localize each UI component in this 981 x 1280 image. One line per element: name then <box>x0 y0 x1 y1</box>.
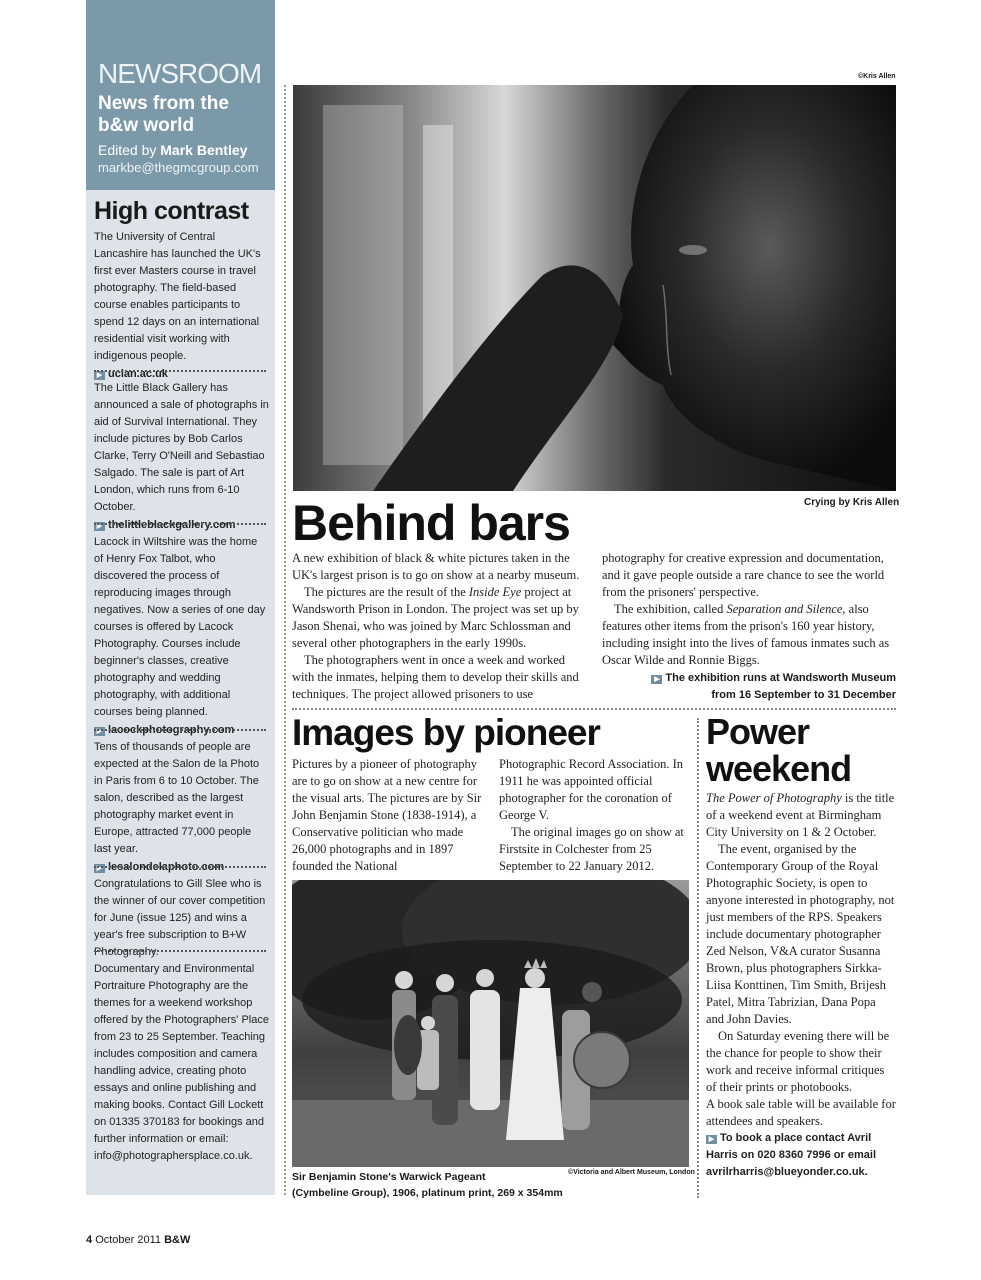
news-link[interactable]: ▶ lacockphotography.com <box>94 722 269 739</box>
paragraph: photography for creative expression and documentation, and it gave people outside a rare chance to see the world from the prisoners' perspective. <box>602 551 885 599</box>
pageant-photo <box>292 880 689 1167</box>
divider <box>292 708 896 710</box>
paragraph: A book sale table will be available for attendees and speakers. <box>706 1097 896 1128</box>
divider <box>94 523 266 525</box>
divider <box>94 370 266 372</box>
page-folio: 4 October 2011 B&W <box>86 1234 191 1246</box>
arrow-icon: ▶ <box>706 1135 717 1144</box>
divider <box>94 950 266 952</box>
section-kicker: NEWSROOM <box>98 58 262 89</box>
story-body-col1 <box>292 550 587 703</box>
arrow-icon: ▶ <box>94 864 105 873</box>
editor-email: markbe@thegmcgroup.com <box>98 160 259 175</box>
paragraph: The event, organised by the Contemporary Group of the Royal Photographic Society, is open to anyone interested in photography, not just members of the RPS. Speakers include documentary photographer Zed Nelson, V&A curator Susanna Brown, plus photographers Sirkka-Liisa Konttinen, Tim Smith, Brijesh Patel, Mitra Tabrizian, Dana Popa and John Davies. <box>706 842 895 1026</box>
photo-credit: ©Victoria and Albert Museum, London <box>568 1169 695 1176</box>
column-divider <box>284 85 286 1195</box>
news-link[interactable]: ▶ lesalondelaphoto.com <box>94 859 269 876</box>
story-body-col2: Photographic Record Association. In 1911 he was appointed official photographer for the coronation of George V. The original images go on show at Firstsite in Colchester from 25 September to 22 January 2012. <box>499 757 684 873</box>
arrow-icon: ▶ <box>94 522 105 531</box>
editor-line: Edited by Mark Bentley <box>98 142 248 158</box>
paragraph: The pictures are the result of the Inside Eye project at Wandsworth Prison in London. The project was set up by Jason Shenai, who was joined by Marc Schlossman and several other photographers in the early 1990s. <box>292 585 579 650</box>
news-item: The Little Black Gallery has announced a sale of photographs in aid of Survival International. They include pictures by Bob Carlos Clarke, Terry O'Neill and Sebastiao Salgado. The sale is part of Art London, which runs from 6-10 October. ▶ thelittleblackgallery.com <box>94 380 269 534</box>
photo-caption: Sir Benjamin Stone's Warwick Pageant (Cymbeline Group), 1906, platinum print, 269 x 354mm <box>292 1171 563 1199</box>
news-item: The University of Central Lancashire has launched the UK's first ever Masters course in travel photography. The field-based course enables participants to spend 12 days on an international residential visit working with indigenous people. ▶ uclan.ac.uk <box>94 229 269 383</box>
story-headline: Power weekend <box>706 711 852 789</box>
news-item: Lacock in Wiltshire was the home of Henry Fox Talbot, who discovered the process of reproducing images through negatives. Now a series of one day courses is offered by Lacock Photography. Courses include beginner's classes, creative photography and wedding photography, with additional courses being planned. ▶ lacockphotography.com <box>94 534 269 739</box>
news-link[interactable]: ▶ uclan.ac.uk <box>94 366 269 383</box>
arrow-icon: ▶ <box>651 675 662 684</box>
paragraph: The Power of Photography is the title of a weekend event at Birmingham City University on 1 & 2 October. <box>706 791 895 839</box>
divider <box>94 866 266 868</box>
sidebar-headline: High contrast <box>94 197 249 225</box>
story-headline: Images by pioneer <box>292 712 600 753</box>
photo-caption: Crying by Kris Allen <box>804 497 900 508</box>
story-body-col1: Pictures by a pioneer of photography are to go on show at a new centre for the visual arts. The pictures are by Sir John Benjamin Stone (1838-1914), a Conservative politician who made 26,000 photographs and in 1897 founded the National <box>292 757 482 873</box>
photo-credit: ©Kris Allen <box>858 73 896 80</box>
news-link[interactable]: ▶ thelittleblackgallery.com <box>94 517 269 534</box>
arrow-icon: ▶ <box>94 371 105 380</box>
exhibition-info: ▶ The exhibition runs at Wandsworth Museum from 16 September to 31 December <box>602 670 896 704</box>
divider <box>94 729 266 731</box>
paragraph: On Saturday evening there will be the chance for people to show their work and receive informal critiques of their prints or photobooks. <box>706 1029 890 1094</box>
arrow-icon: ▶ <box>94 727 105 736</box>
paragraph: The exhibition, called Separation and Silence, also features other items from the prison's 160 year history, including insight into the lives of famous inmates such as Oscar Wilde and Ronnie Biggs. <box>602 602 890 667</box>
news-item: Documentary and Environmental Portraiture Photography are the themes for a weekend workshop offered by the Photographers' Place from 23 to 25 September. Teaching includes composition and camera handling advice, creating photo essays and online publishing and making books. Contact Gill Lockett on 01335 370183 for bookings and further information or email: info@photographersplace.co.uk. <box>94 963 269 1162</box>
section-title: News from the b&w world <box>98 93 229 136</box>
sidebar-header <box>86 0 275 190</box>
column-divider <box>697 718 699 1198</box>
story-body <box>706 790 896 1181</box>
story-body-col2 <box>602 550 896 669</box>
story-headline: Behind bars <box>292 495 570 551</box>
paragraph: The photographers went in once a week and worked with the inmates, helping them to develop their skills and techniques. The project allowed prisoners to use <box>292 653 579 701</box>
paragraph: A new exhibition of black & white pictures taken in the UK's largest prison is to go on show at a nearby museum. <box>292 551 580 582</box>
news-item: Tens of thousands of people are expected at the Salon de la Photo in Paris from 6 to 10 October. The salon, described as the largest photography market event in Europe, attracted 77,000 people last year. ▶ lesalondelaphoto.com <box>94 739 269 876</box>
news-item: Congratulations to Gill Slee who is the winner of our cover competition for June (issue 125) and wins a year's free subscription to B+W Photography. <box>94 878 266 958</box>
crying-photo <box>293 85 896 491</box>
booking-contact: ▶ To book a place contact Avril Harris on 020 8360 7996 or email avrilrharris@blueyonder.co.uk. <box>706 1132 876 1178</box>
